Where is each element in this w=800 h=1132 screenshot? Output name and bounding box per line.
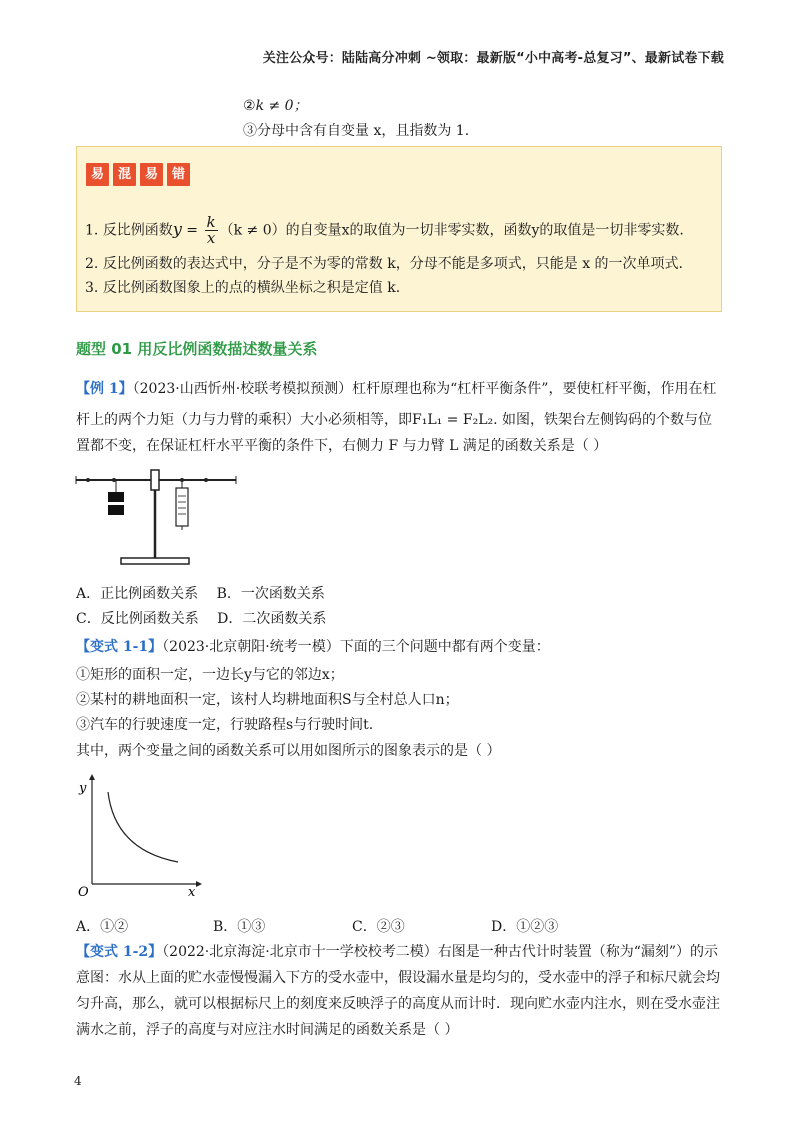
example-tag: 【例 1】 [76,381,133,397]
math-condition: （k ≠ 0） [219,222,286,239]
section-title: 题型 01 用反比例函数描述数量关系 [76,340,318,358]
variant1-2-line-3: 匀升高，那么，就可以根据标尺上的刻度来反映浮子的高度从而计时．现向贮水壶内注水，则在受水壶注 [76,996,720,1012]
example1-options-row-1 [76,584,325,604]
warning-item-2 [85,254,683,274]
item-num: 2. [85,256,99,272]
item-text: 反比例函数的表达式中，分子是不为零的常数 k，分母不能是多项式，只能是 x 的一次单项式. [102,256,683,272]
warning-tag: 混 [113,163,136,186]
math-eq: = [181,222,203,239]
y-axis-label: y [79,781,87,796]
item-text: 的自变量x的取值为一切非零实数，函数y的取值是一切非零实数. [285,222,684,239]
example1-options-row-2 [76,609,326,629]
math-y: y [172,219,182,239]
condition-3: ③分母中含有自变量 x，且指数为 1. [243,123,470,139]
variant1-1-option-a[interactable]: A．①② [76,919,129,935]
cond2-expr: k ≠ 0； [255,98,308,114]
warning-tag: 易 [140,163,163,186]
warning-item-1 [85,215,684,246]
example1-line-1 [76,379,716,399]
variant1-1-item-1: ①矩形的面积一定，一边长y与它的邻边x； [76,667,344,683]
variant1-2-line-2: 意图：水从上面的贮水壶慢慢漏入下方的受水壶中，假设漏水量是均匀的，受水壶中的浮子和标尺就会均 [76,970,720,986]
variant-tag: 【变式 1-2】 [76,944,163,960]
option-c[interactable]: C．反比例函数关系 [76,611,199,627]
origin-label: O [78,885,89,896]
variant1-1-question: 其中，两个变量之间的函数关系可以用如图所示的图象表示的是（ ） [76,743,501,759]
warning-tags [86,163,194,186]
variant1-1-option-c[interactable]: C．②③ [352,919,405,935]
hyperbola-graph [72,772,202,896]
variant-tag: 【变式 1-1】 [76,639,163,655]
example-text: （2023·山西忻州·校联考模拟预测）杠杆原理也称为“杠杆平衡条件”，要使杠杆平衡，作用在杠 [132,381,717,397]
warning-tag: 易 [86,163,109,186]
variant-text: （2023·北京朝阳·统考一模）下面的三个问题中都有两个变量： [162,639,550,655]
condition-2 [243,96,308,116]
fraction-denominator: x [206,229,216,247]
option-a[interactable]: A．正比例函数关系 [76,586,199,602]
fraction-numerator: k [206,213,216,231]
variant1-2-line-1 [76,942,718,962]
variant1-1-item-2: ②某村的耕地面积一定，该村人均耕地面积S与全村总人口n； [76,692,459,708]
option-b[interactable]: B．一次函数关系 [216,586,325,602]
warning-item-3 [85,278,400,298]
variant1-1-intro [76,637,550,657]
variant1-1-option-d[interactable]: D．①②③ [491,919,559,935]
item-num: 3. [85,280,99,296]
item-text: 反比例函数图象上的点的横纵坐标之积是定值 k. [102,280,401,296]
item-text: 反比例函数 [102,222,173,239]
option-d[interactable]: D．二次函数关系 [217,611,327,627]
x-axis-label: x [188,885,196,896]
warning-box [76,146,722,312]
variant-text: （2022·北京海淀·北京市十一学校校考二模）右图是一种古代计时装置（称为“漏刻”）的示 [162,944,719,960]
page-header: 关注公众号：陆陆高分冲刺 ~领取：最新版“小中高考-总复习”、最新试卷下载 [262,51,724,66]
warning-tag: 错 [167,163,190,186]
variant1-1-item-3: ③汽车的行驶速度一定，行驶路程s与行驶时间t. [76,717,374,733]
example1-line-3: 置都不变，在保证杠杆水平平衡的条件下，右侧力 F 与力臂 L 满足的函数关系是（ ） [76,438,608,454]
variant1-2-line-4: 满水之前，浮子的高度与对应注水时间满足的函数关系是（ ） [76,1022,459,1038]
item-num: 1. [85,222,99,239]
example1-line-2: 杆上的两个力矩（力与力臂的乘积）大小必须相等，即F₁L₁ = F₂L₂. 如图，铁架台左侧钩码的个数与位 [76,412,712,428]
variant1-1-option-b[interactable]: B．①③ [213,919,266,935]
page-number: 4 [74,1074,82,1088]
lever-figure [74,466,244,568]
fraction [205,215,218,246]
cond2-prefix: ② [243,98,256,114]
